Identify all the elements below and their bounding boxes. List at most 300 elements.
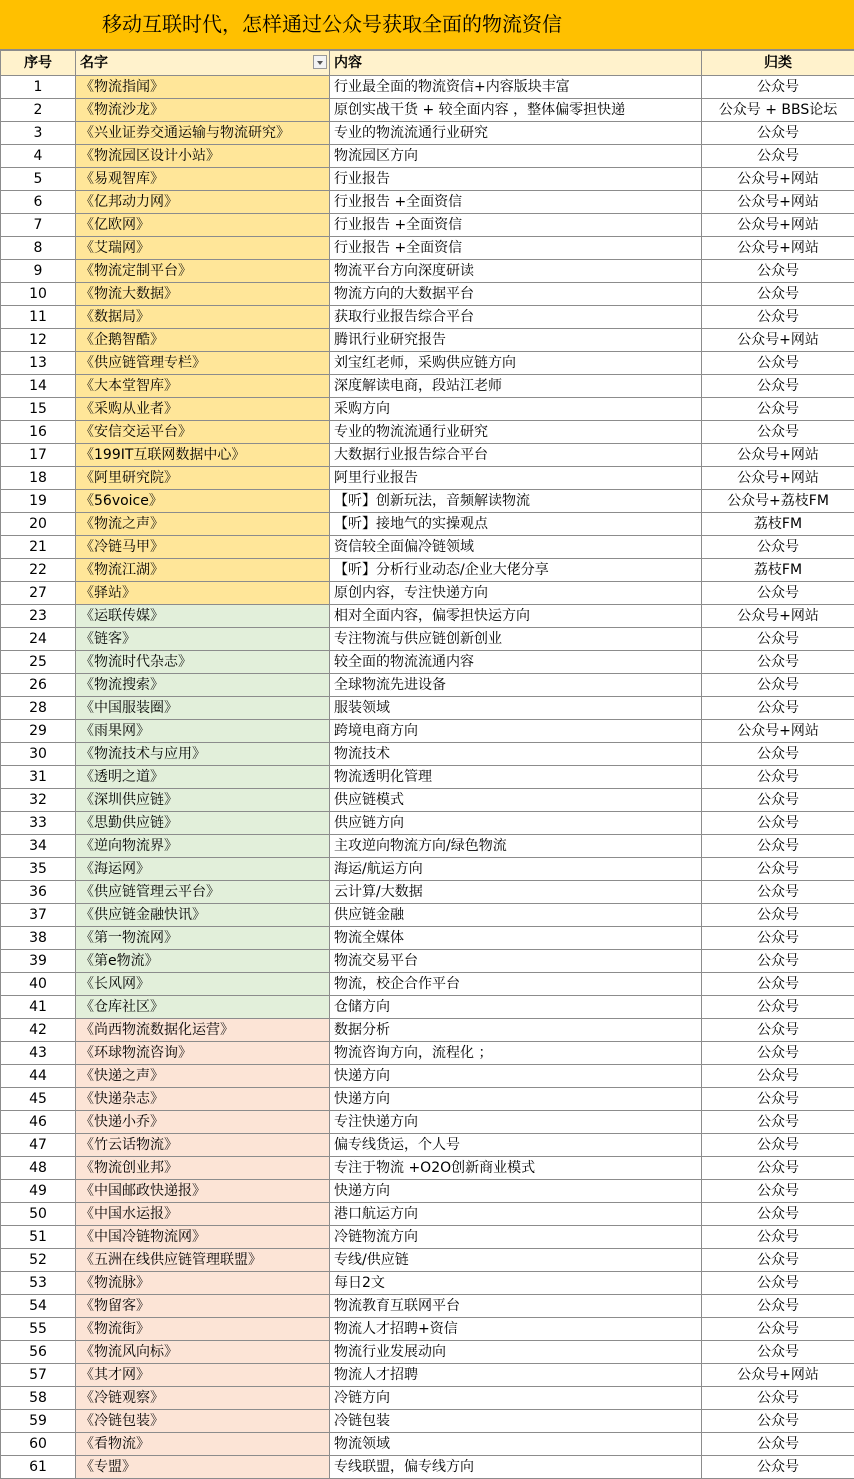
cell-index[interactable]: 57 [1, 1364, 76, 1387]
table-row [1, 145, 854, 168]
cell-category[interactable]: 公众号 [702, 927, 854, 950]
cell-name[interactable]: 《物流创业邦》 [76, 1157, 330, 1180]
cell-content[interactable]: 物流平台方向深度研读 [330, 260, 702, 283]
cell-name[interactable]: 《环球物流咨询》 [76, 1042, 330, 1065]
cell-index[interactable]: 3 [1, 122, 76, 145]
cell-category[interactable]: 公众号+网站 [702, 444, 854, 467]
header-row [1, 51, 854, 76]
cell-content[interactable]: 专注物流与供应链创新创业 [330, 628, 702, 651]
cell-name[interactable]: 《海运网》 [76, 858, 330, 881]
table-row [1, 697, 854, 720]
table-row [1, 1387, 854, 1410]
table-row [1, 950, 854, 973]
cell-index[interactable]: 35 [1, 858, 76, 881]
cell-name[interactable]: 《199IT互联网数据中心》 [76, 444, 330, 467]
cell-name[interactable]: 《供应链管理云平台》 [76, 881, 330, 904]
cell-name[interactable]: 《56voice》 [76, 490, 330, 513]
cell-category[interactable]: 公众号 [702, 881, 854, 904]
cell-index[interactable]: 41 [1, 996, 76, 1019]
cell-content[interactable]: 【听】接地气的实操观点 [330, 513, 702, 536]
cell-category[interactable]: 公众号 [702, 352, 854, 375]
table-row [1, 881, 854, 904]
cell-content[interactable]: 港口航运方向 [330, 1203, 702, 1226]
cell-name[interactable]: 《供应链管理专栏》 [76, 352, 330, 375]
cell-name[interactable]: 《大本堂智库》 [76, 375, 330, 398]
table-body [1, 76, 854, 1479]
cell-category[interactable]: 公众号 [702, 306, 854, 329]
cell-name[interactable]: 《看物流》 [76, 1433, 330, 1456]
cell-name[interactable]: 《艾瑞网》 [76, 237, 330, 260]
cell-content[interactable]: 跨境电商方向 [330, 720, 702, 743]
cell-name[interactable]: 《物流街》 [76, 1318, 330, 1341]
cell-content[interactable]: 每日2文 [330, 1272, 702, 1295]
cell-index[interactable]: 36 [1, 881, 76, 904]
cell-category[interactable]: 公众号 [702, 582, 854, 605]
table-row [1, 1042, 854, 1065]
table-row [1, 1111, 854, 1134]
cell-category[interactable]: 公众号 [702, 950, 854, 973]
table-row [1, 812, 854, 835]
cell-index[interactable]: 20 [1, 513, 76, 536]
cell-name[interactable]: 《物流之声》 [76, 513, 330, 536]
cell-name[interactable]: 《五洲在线供应链管理联盟》 [76, 1249, 330, 1272]
cell-category[interactable]: 荔枝FM [702, 513, 854, 536]
cell-category[interactable]: 公众号 [702, 1111, 854, 1134]
cell-category[interactable]: 公众号 [702, 743, 854, 766]
cell-name[interactable]: 《物流指闻》 [76, 76, 330, 99]
cell-index[interactable]: 59 [1, 1410, 76, 1433]
cell-name[interactable]: 《中国服装圈》 [76, 697, 330, 720]
cell-name[interactable]: 《仓库社区》 [76, 996, 330, 1019]
table-row [1, 1410, 854, 1433]
cell-index[interactable]: 11 [1, 306, 76, 329]
cell-category[interactable]: 公众号 [702, 674, 854, 697]
cell-index[interactable]: 29 [1, 720, 76, 743]
cell-category[interactable]: 公众号 [702, 536, 854, 559]
cell-category[interactable]: 公众号 [702, 697, 854, 720]
cell-category[interactable]: 公众号 [702, 283, 854, 306]
table-row [1, 214, 854, 237]
cell-name[interactable]: 《易观智库》 [76, 168, 330, 191]
table-row [1, 1088, 854, 1111]
cell-content[interactable]: 冷链包装 [330, 1410, 702, 1433]
cell-name[interactable]: 《驿站》 [76, 582, 330, 605]
table-row [1, 306, 854, 329]
title-bar [0, 0, 854, 50]
cell-content[interactable]: 服装领域 [330, 697, 702, 720]
cell-content[interactable]: 供应链金融 [330, 904, 702, 927]
cell-content[interactable]: 专线/供应链 [330, 1249, 702, 1272]
cell-content[interactable]: 【听】创新玩法，音频解读物流 [330, 490, 702, 513]
cell-index[interactable]: 16 [1, 421, 76, 444]
cell-content[interactable]: 获取行业报告综合平台 [330, 306, 702, 329]
cell-content[interactable]: 刘宝红老师，采购供应链方向 [330, 352, 702, 375]
cell-index[interactable]: 21 [1, 536, 76, 559]
cell-content[interactable]: 供应链模式 [330, 789, 702, 812]
cell-index[interactable]: 51 [1, 1226, 76, 1249]
table-row [1, 76, 854, 99]
cell-index[interactable]: 22 [1, 559, 76, 582]
cell-index[interactable]: 53 [1, 1272, 76, 1295]
cell-category[interactable]: 公众号 [702, 260, 854, 283]
cell-name[interactable]: 《亿邦动力网》 [76, 191, 330, 214]
cell-category[interactable]: 公众号 [702, 789, 854, 812]
table-row [1, 536, 854, 559]
cell-name[interactable]: 《深圳供应链》 [76, 789, 330, 812]
cell-category[interactable]: 公众号 + BBS论坛 [702, 99, 854, 122]
cell-name[interactable]: 《阿里研究院》 [76, 467, 330, 490]
cell-content[interactable]: 行业报告 +全面资信 [330, 214, 702, 237]
data-table [0, 50, 854, 1479]
table-row [1, 835, 854, 858]
cell-category[interactable]: 公众号+网站 [702, 191, 854, 214]
cell-content[interactable]: 物流教育互联网平台 [330, 1295, 702, 1318]
header-name[interactable] [76, 51, 330, 76]
cell-name[interactable]: 《物流定制平台》 [76, 260, 330, 283]
cell-category[interactable]: 公众号 [702, 1203, 854, 1226]
cell-category[interactable]: 公众号+网站 [702, 168, 854, 191]
cell-category[interactable]: 公众号 [702, 1134, 854, 1157]
table-row [1, 421, 854, 444]
cell-index[interactable]: 33 [1, 812, 76, 835]
cell-content[interactable]: 快递方向 [330, 1180, 702, 1203]
cell-content[interactable]: 原创内容，专注快递方向 [330, 582, 702, 605]
cell-name[interactable]: 《采购从业者》 [76, 398, 330, 421]
cell-name[interactable]: 《竹云话物流》 [76, 1134, 330, 1157]
cell-category[interactable]: 公众号 [702, 996, 854, 1019]
cell-category[interactable]: 公众号 [702, 1042, 854, 1065]
cell-category[interactable]: 公众号 [702, 76, 854, 99]
cell-index[interactable]: 1 [1, 76, 76, 99]
cell-category[interactable]: 公众号 [702, 1410, 854, 1433]
cell-content[interactable]: 专注于物流 +O2O创新商业模式 [330, 1157, 702, 1180]
table-row [1, 1203, 854, 1226]
cell-content[interactable]: 【听】分析行业动态/企业大佬分享 [330, 559, 702, 582]
header-category[interactable]: 归类 [702, 51, 854, 76]
cell-index[interactable]: 49 [1, 1180, 76, 1203]
cell-category[interactable]: 公众号 [702, 1019, 854, 1042]
cell-category[interactable]: 公众号 [702, 122, 854, 145]
filter-dropdown-icon[interactable] [313, 55, 327, 69]
cell-category[interactable]: 公众号 [702, 421, 854, 444]
cell-name[interactable]: 《长风网》 [76, 973, 330, 996]
table-row [1, 1364, 854, 1387]
cell-index[interactable]: 46 [1, 1111, 76, 1134]
cell-content[interactable]: 主攻逆向物流方向/绿色物流 [330, 835, 702, 858]
cell-name[interactable]: 《逆向物流界》 [76, 835, 330, 858]
cell-index[interactable]: 48 [1, 1157, 76, 1180]
cell-name[interactable]: 《运联传媒》 [76, 605, 330, 628]
cell-content[interactable]: 快递方向 [330, 1065, 702, 1088]
cell-name[interactable]: 《快递小乔》 [76, 1111, 330, 1134]
cell-name[interactable]: 《物流沙龙》 [76, 99, 330, 122]
cell-index[interactable]: 6 [1, 191, 76, 214]
cell-index[interactable]: 56 [1, 1341, 76, 1364]
cell-name[interactable]: 《快递之声》 [76, 1065, 330, 1088]
table-row [1, 1019, 854, 1042]
cell-index[interactable]: 50 [1, 1203, 76, 1226]
cell-category[interactable]: 公众号 [702, 766, 854, 789]
table-row [1, 375, 854, 398]
table-row [1, 283, 854, 306]
cell-name[interactable]: 《中国邮政快递报》 [76, 1180, 330, 1203]
cell-name[interactable]: 《冷链马甲》 [76, 536, 330, 559]
cell-category[interactable]: 公众号 [702, 835, 854, 858]
cell-name[interactable]: 《透明之道》 [76, 766, 330, 789]
cell-name[interactable]: 《物流园区设计小站》 [76, 145, 330, 168]
cell-name[interactable]: 《物流风向标》 [76, 1341, 330, 1364]
cell-index[interactable]: 12 [1, 329, 76, 352]
cell-name[interactable]: 《物留客》 [76, 1295, 330, 1318]
cell-name[interactable]: 《第一物流网》 [76, 927, 330, 950]
table-row [1, 467, 854, 490]
cell-index[interactable]: 4 [1, 145, 76, 168]
cell-category[interactable]: 公众号 [702, 628, 854, 651]
cell-index[interactable]: 34 [1, 835, 76, 858]
cell-name[interactable]: 《快递杂志》 [76, 1088, 330, 1111]
cell-name[interactable]: 《思勤供应链》 [76, 812, 330, 835]
cell-index[interactable]: 25 [1, 651, 76, 674]
cell-index[interactable]: 27 [1, 582, 76, 605]
cell-index[interactable]: 7 [1, 214, 76, 237]
cell-index[interactable]: 19 [1, 490, 76, 513]
cell-index[interactable]: 31 [1, 766, 76, 789]
cell-category[interactable]: 公众号+网站 [702, 467, 854, 490]
cell-content[interactable]: 阿里行业报告 [330, 467, 702, 490]
cell-content[interactable]: 数据分析 [330, 1019, 702, 1042]
cell-category[interactable]: 公众号+网站 [702, 720, 854, 743]
cell-content[interactable]: 物流咨询方向，流程化 ； [330, 1042, 702, 1065]
table-row [1, 1295, 854, 1318]
cell-index[interactable]: 40 [1, 973, 76, 996]
cell-name[interactable]: 《冷链观察》 [76, 1387, 330, 1410]
cell-name[interactable]: 《数据局》 [76, 306, 330, 329]
cell-index[interactable]: 17 [1, 444, 76, 467]
cell-category[interactable]: 公众号 [702, 1341, 854, 1364]
header-content[interactable]: 内容 [330, 51, 702, 76]
cell-content[interactable]: 相对全面内容，偏零担快运方向 [330, 605, 702, 628]
cell-content[interactable]: 专业的物流流通行业研究 [330, 122, 702, 145]
cell-index[interactable]: 58 [1, 1387, 76, 1410]
cell-index[interactable]: 26 [1, 674, 76, 697]
cell-index[interactable]: 10 [1, 283, 76, 306]
cell-category[interactable]: 公众号 [702, 375, 854, 398]
cell-content[interactable]: 资信较全面偏冷链领域 [330, 536, 702, 559]
cell-name[interactable]: 《专盟》 [76, 1456, 330, 1479]
table-row [1, 237, 854, 260]
table-row [1, 582, 854, 605]
cell-content[interactable]: 供应链方向 [330, 812, 702, 835]
table-row [1, 1341, 854, 1364]
cell-category[interactable]: 公众号 [702, 1318, 854, 1341]
cell-content[interactable]: 冷链物流方向 [330, 1226, 702, 1249]
cell-category[interactable]: 公众号 [702, 1226, 854, 1249]
cell-index[interactable]: 43 [1, 1042, 76, 1065]
table-row [1, 743, 854, 766]
cell-name[interactable]: 《安信交运平台》 [76, 421, 330, 444]
cell-name[interactable]: 《物流脉》 [76, 1272, 330, 1295]
cell-name[interactable]: 《物流江湖》 [76, 559, 330, 582]
cell-category[interactable]: 公众号 [702, 398, 854, 421]
cell-category[interactable]: 公众号 [702, 812, 854, 835]
cell-category[interactable]: 公众号+网站 [702, 605, 854, 628]
table-row [1, 973, 854, 996]
cell-index[interactable]: 60 [1, 1433, 76, 1456]
cell-content[interactable]: 腾讯行业研究报告 [330, 329, 702, 352]
table-row [1, 1157, 854, 1180]
cell-index[interactable]: 13 [1, 352, 76, 375]
cell-name[interactable]: 《物流时代杂志》 [76, 651, 330, 674]
cell-content[interactable]: 物流人才招聘+资信 [330, 1318, 702, 1341]
cell-name[interactable]: 《亿欧网》 [76, 214, 330, 237]
cell-index[interactable]: 24 [1, 628, 76, 651]
cell-content[interactable]: 专线联盟，偏专线方向 [330, 1456, 702, 1479]
cell-name[interactable]: 《链客》 [76, 628, 330, 651]
cell-content[interactable]: 物流透明化管理 [330, 766, 702, 789]
cell-category[interactable]: 公众号 [702, 858, 854, 881]
cell-content[interactable]: 物流人才招聘 [330, 1364, 702, 1387]
cell-index[interactable]: 37 [1, 904, 76, 927]
cell-category[interactable]: 公众号 [702, 1295, 854, 1318]
cell-content[interactable]: 物流园区方向 [330, 145, 702, 168]
cell-category[interactable]: 公众号 [702, 145, 854, 168]
cell-index[interactable]: 39 [1, 950, 76, 973]
cell-content[interactable]: 行业最全面的物流资信+内容版块丰富 [330, 76, 702, 99]
table-row [1, 191, 854, 214]
cell-index[interactable]: 61 [1, 1456, 76, 1479]
cell-content[interactable]: 仓储方向 [330, 996, 702, 1019]
cell-category[interactable]: 公众号 [702, 1387, 854, 1410]
cell-name[interactable]: 《中国水运报》 [76, 1203, 330, 1226]
cell-content[interactable]: 物流全媒体 [330, 927, 702, 950]
cell-name[interactable]: 《物流技术与应用》 [76, 743, 330, 766]
cell-content[interactable]: 云计算/大数据 [330, 881, 702, 904]
cell-content[interactable]: 物流交易平台 [330, 950, 702, 973]
cell-content[interactable]: 全球物流先进设备 [330, 674, 702, 697]
cell-category[interactable]: 公众号 [702, 1180, 854, 1203]
cell-content[interactable]: 深度解读电商，段站江老师 [330, 375, 702, 398]
table-row [1, 605, 854, 628]
cell-content[interactable]: 采购方向 [330, 398, 702, 421]
cell-category[interactable]: 公众号 [702, 651, 854, 674]
cell-name[interactable]: 《其才网》 [76, 1364, 330, 1387]
cell-content[interactable]: 物流技术 [330, 743, 702, 766]
cell-content[interactable]: 偏专线货运，个人号 [330, 1134, 702, 1157]
cell-content[interactable]: 较全面的物流流通内容 [330, 651, 702, 674]
cell-category[interactable]: 公众号+网站 [702, 237, 854, 260]
cell-content[interactable]: 行业报告 +全面资信 [330, 237, 702, 260]
header-index[interactable]: 序号 [1, 51, 76, 76]
cell-index[interactable]: 9 [1, 260, 76, 283]
cell-content[interactable]: 冷链方向 [330, 1387, 702, 1410]
cell-content[interactable]: 大数据行业报告综合平台 [330, 444, 702, 467]
cell-content[interactable]: 行业报告 [330, 168, 702, 191]
cell-content[interactable]: 原创实战干货 + 较全面内容 ，整体偏零担快递 [330, 99, 702, 122]
table-row [1, 1318, 854, 1341]
cell-index[interactable]: 18 [1, 467, 76, 490]
cell-name[interactable]: 《中国冷链物流网》 [76, 1226, 330, 1249]
cell-category[interactable]: 公众号 [702, 1065, 854, 1088]
table-row [1, 398, 854, 421]
cell-index[interactable]: 54 [1, 1295, 76, 1318]
cell-name[interactable]: 《物流搜索》 [76, 674, 330, 697]
table-row [1, 168, 854, 191]
table-row [1, 490, 854, 513]
table-row [1, 628, 854, 651]
table-row [1, 674, 854, 697]
cell-index[interactable]: 5 [1, 168, 76, 191]
table-row [1, 1226, 854, 1249]
cell-category[interactable]: 公众号+荔枝FM [702, 490, 854, 513]
table-row [1, 513, 854, 536]
table-row [1, 329, 854, 352]
cell-content[interactable]: 专业的物流流通行业研究 [330, 421, 702, 444]
cell-content[interactable]: 物流领域 [330, 1433, 702, 1456]
cell-index[interactable]: 38 [1, 927, 76, 950]
cell-category[interactable]: 公众号 [702, 1157, 854, 1180]
cell-category[interactable]: 公众号+网站 [702, 1364, 854, 1387]
table-row [1, 559, 854, 582]
cell-name[interactable]: 《供应链金融快讯》 [76, 904, 330, 927]
cell-index[interactable]: 2 [1, 99, 76, 122]
cell-content[interactable]: 快递方向 [330, 1088, 702, 1111]
cell-index[interactable]: 45 [1, 1088, 76, 1111]
cell-content[interactable]: 物流行业发展动向 [330, 1341, 702, 1364]
cell-content[interactable]: 专注快递方向 [330, 1111, 702, 1134]
cell-index[interactable]: 14 [1, 375, 76, 398]
cell-index[interactable]: 47 [1, 1134, 76, 1157]
cell-category[interactable]: 公众号+网站 [702, 214, 854, 237]
cell-category[interactable]: 公众号 [702, 904, 854, 927]
cell-category[interactable]: 公众号 [702, 1249, 854, 1272]
cell-name[interactable]: 《物流大数据》 [76, 283, 330, 306]
cell-name[interactable]: 《尚西物流数据化运营》 [76, 1019, 330, 1042]
cell-index[interactable]: 32 [1, 789, 76, 812]
cell-index[interactable]: 23 [1, 605, 76, 628]
cell-category[interactable]: 公众号 [702, 973, 854, 996]
cell-content[interactable]: 物流，校企合作平台 [330, 973, 702, 996]
table-row [1, 996, 854, 1019]
cell-index[interactable]: 55 [1, 1318, 76, 1341]
cell-name[interactable]: 《企鹅智酷》 [76, 329, 330, 352]
cell-index[interactable]: 44 [1, 1065, 76, 1088]
table-row [1, 260, 854, 283]
cell-name[interactable]: 《兴业证券交通运输与物流研究》 [76, 122, 330, 145]
cell-category[interactable]: 公众号 [702, 1456, 854, 1479]
cell-content[interactable]: 行业报告 +全面资信 [330, 191, 702, 214]
cell-index[interactable]: 28 [1, 697, 76, 720]
table-row [1, 1433, 854, 1456]
page-title: 移动互联时代，怎样通过公众号获取全面的物流资信 [102, 10, 562, 38]
cell-index[interactable]: 52 [1, 1249, 76, 1272]
cell-index[interactable]: 15 [1, 398, 76, 421]
table-row [1, 1180, 854, 1203]
cell-name[interactable]: 《冷链包装》 [76, 1410, 330, 1433]
cell-category[interactable]: 公众号 [702, 1272, 854, 1295]
cell-category[interactable]: 公众号 [702, 1433, 854, 1456]
cell-name[interactable]: 《雨果网》 [76, 720, 330, 743]
cell-index[interactable]: 42 [1, 1019, 76, 1042]
table-row [1, 352, 854, 375]
cell-content[interactable]: 物流方向的大数据平台 [330, 283, 702, 306]
cell-index[interactable]: 8 [1, 237, 76, 260]
cell-name[interactable]: 《第e物流》 [76, 950, 330, 973]
cell-category[interactable]: 公众号+网站 [702, 329, 854, 352]
cell-category[interactable]: 公众号 [702, 1088, 854, 1111]
cell-category[interactable]: 荔枝FM [702, 559, 854, 582]
cell-index[interactable]: 30 [1, 743, 76, 766]
cell-content[interactable]: 海运/航运方向 [330, 858, 702, 881]
